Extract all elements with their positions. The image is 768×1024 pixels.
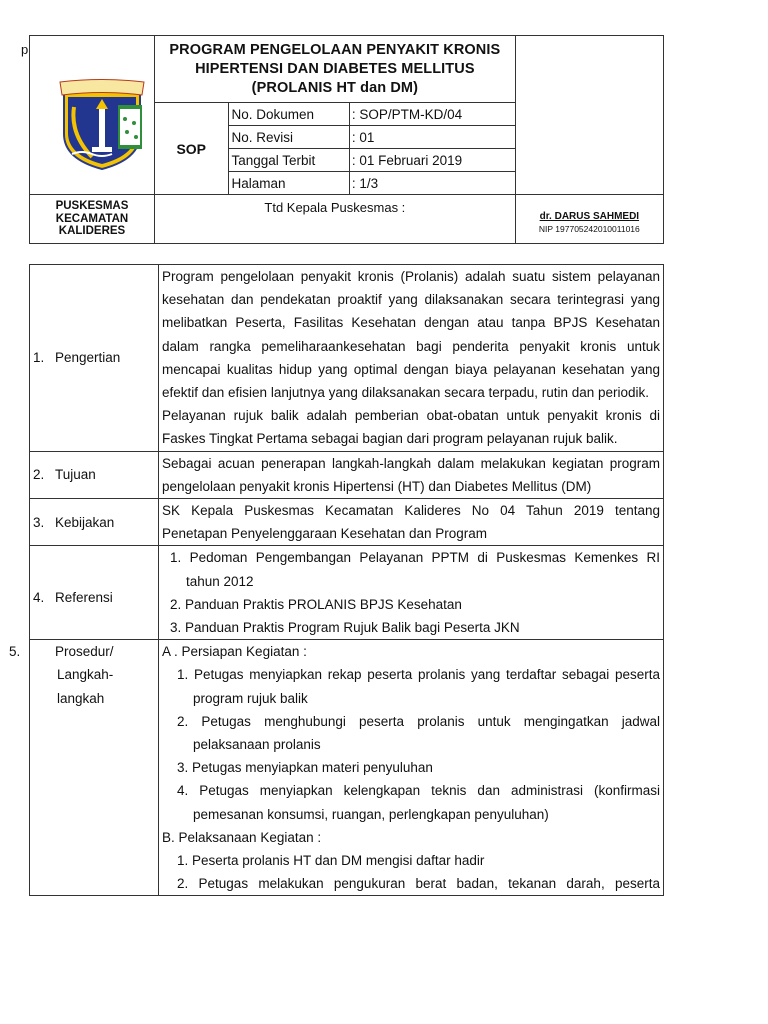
org-line: KECAMATAN [55, 212, 129, 225]
title-line: PROGRAM PENGELOLAAN PENYAKIT KRONIS [169, 41, 501, 58]
section-label [30, 546, 159, 640]
list-item: 2. Petugas menghubungi peserta prolanis untuk mengingatkan jadwal pelaksanaan prolanis [177, 713, 660, 753]
section-label [9, 640, 159, 896]
section-number: 4. [33, 590, 45, 606]
section-row-referensi [30, 546, 664, 640]
meta-value: : SOP/PTM-KD/04 [349, 103, 515, 126]
reference-list [166, 546, 660, 639]
section-content [159, 451, 664, 498]
signer-name: dr. DARUS SAHMEDI [539, 210, 640, 222]
list-item: 2. Panduan Praktis PROLANIS BPJS Kesehatan [170, 596, 462, 612]
title-line: (PROLANIS HT dan DM) [251, 79, 418, 96]
sop-header-table [29, 35, 664, 244]
section-title-line: langkah [57, 690, 105, 706]
section-content [159, 499, 664, 546]
organization-name [30, 195, 155, 244]
dki-jakarta-emblem-icon [30, 39, 154, 189]
meta-value: : 01 [349, 126, 515, 149]
section-content [159, 265, 664, 452]
section-content [159, 546, 664, 640]
list-item: 1. Peserta prolanis HT dan DM mengisi daftar hadir [177, 853, 485, 869]
list-item: 3. Petugas menyiapkan materi penyuluhan [177, 760, 433, 776]
org-line: PUSKESMAS [55, 200, 129, 213]
section-number: 5. [9, 644, 21, 660]
list-item: 2. Petugas melakukan pengukuran berat badan, tekanan darah, peserta [177, 876, 660, 892]
signer-nip: NIP 197705242010011016 [538, 223, 640, 234]
section-row-kebijakan [30, 499, 664, 546]
logo-cell [30, 36, 155, 195]
sop-label: SOP [155, 103, 229, 195]
org-line: KALIDERES [58, 225, 126, 238]
section-row-prosedur [30, 640, 664, 896]
section-title-line: Langkah- [57, 667, 114, 683]
section-label [30, 499, 159, 546]
section-label [30, 451, 159, 498]
meta-value: : 01 Februari 2019 [349, 149, 515, 172]
section-title: Referensi [55, 590, 113, 606]
list-item: 1. Pedoman Pengembangan Pelayanan PPTM di Puskesmas Kemenkes RI tahun 2012 [170, 550, 660, 589]
blank-cell [515, 36, 663, 195]
list-item: 1. Petugas menyiapkan rekap peserta prolanis yang terdaftar sebagai peserta program rujuk balik [177, 667, 660, 706]
section-number: 3. [33, 514, 45, 530]
section-label [30, 265, 159, 452]
section-title: Kebijakan [55, 514, 115, 530]
signer-block [515, 195, 663, 244]
paragraph: Pelayanan rujuk balik adalah pemberian obat-obatan untuk penyakit kronis di Faskes Tingkat Pertama sebagai bagian dari program pelayanan rujuk balik. [162, 408, 660, 447]
meta-label: Tanggal Terbit [228, 149, 349, 172]
section-title: Pengertian [55, 350, 121, 366]
section-number: 2. [33, 467, 45, 483]
meta-value: : 1/3 [349, 172, 515, 195]
meta-label: No. Dokumen [228, 103, 349, 126]
subsection-title: A . Persiapan Kegiatan : [162, 644, 307, 660]
list-item: 3. Panduan Praktis Program Rujuk Balik bagi Peserta JKN [170, 620, 520, 636]
list-item: 4. Petugas menyiapkan kelengkapan teknis dan administrasi (konfirmasi pemesanan konsumsi, ruangan, perlengkapan penyuluhan) [177, 783, 660, 822]
subsection-title: B. Pelaksanaan Kegiatan : [162, 829, 322, 845]
section-title: Tujuan [55, 467, 96, 483]
sop-content-table [9, 264, 664, 896]
sign-caption: Ttd Kepala Puskesmas : [155, 195, 516, 244]
section-row-pengertian [30, 265, 664, 452]
paragraph: Sebagai acuan penerapan langkah-langkah dalam melakukan kegiatan program pengelolaan penyakit kronis Hipertensi (HT) dan Diabetes Mellitus (DM) [162, 455, 660, 494]
section-title: 5. Prosedur/ [33, 640, 158, 663]
meta-label: No. Revisi [228, 126, 349, 149]
document-title [155, 36, 516, 103]
stray-character: p [21, 42, 29, 57]
section-row-tujuan [30, 451, 664, 498]
meta-label: Halaman [228, 172, 349, 195]
paragraph: Program pengelolaan penyakit kronis (Prolanis) adalah suatu sistem pelayanan kesehatan dan pendekatan proaktif yang dilaksanakan secara terintegrasi yang melibatkan Peserta, Fasilitas Kesehatan dengan atau tanpa BPJS Kesehatan dalam rangka pemeliharaankesehatan bagi penderita penyakit kronis untuk mencapai kualitas hidup yang optimal dengan biaya pelayanan kesehatan yang efektif dan efisien lanjutnya yang dilaksanakan secara terpadu, rutin dan periodik. [162, 269, 660, 401]
paragraph: SK Kepala Puskesmas Kecamatan Kalideres No 04 Tahun 2019 tentang Penetapan Penyelenggaraan Kesehatan dan Program [162, 503, 660, 542]
section-content [159, 640, 664, 896]
section-number: 1. [33, 350, 45, 366]
title-line: HIPERTENSI DAN DIABETES MELLITUS [195, 60, 475, 77]
